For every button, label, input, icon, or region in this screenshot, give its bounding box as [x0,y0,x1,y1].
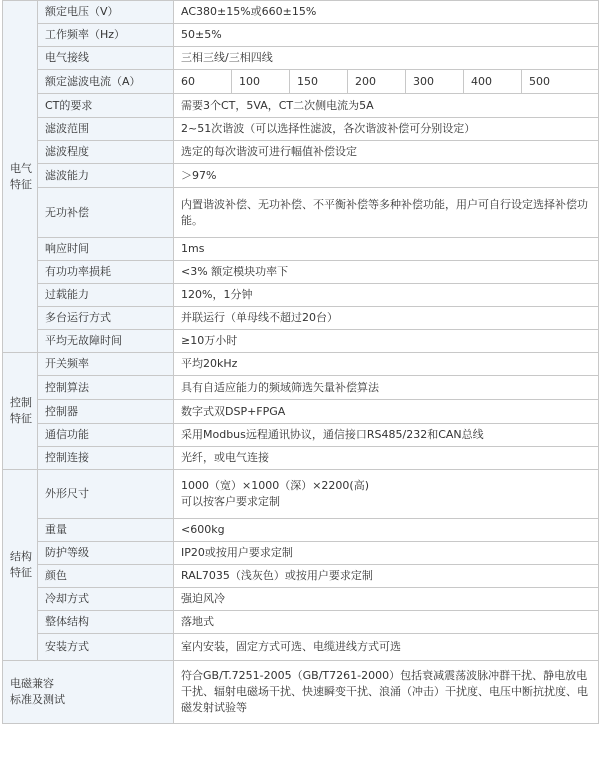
table-row [3,611,599,634]
table-row [3,400,599,424]
row-label: 电气接线 [38,47,174,70]
current-cell: 200 [348,70,406,94]
row-value: ≥10万小时 [174,330,599,353]
row-label: 安装方式 [38,634,174,661]
row-label: 开关频率 [38,353,174,376]
row-value: 符合GB/T.7251-2005（GB/T7261-2000）包括衰减震荡波脉冲群干扰、静电放电干扰、辐射电磁场干扰、快速瞬变干扰、浪涌（冲击）干扰度、电压中断抗扰度、电磁发射试验等 [174,661,599,724]
table-row [3,634,599,661]
table-row [3,1,599,24]
table-row [3,284,599,307]
table-row [3,188,599,238]
row-value: 1ms [174,238,599,261]
row-value: 光纤，或电气连接 [174,447,599,470]
table-row [3,164,599,188]
row-label: 防护等级 [38,542,174,565]
row-value: 室内安装，固定方式可选、电缆进线方式可选 [174,634,599,661]
table-row [3,141,599,164]
table-row [3,447,599,470]
table-row [3,542,599,565]
row-value: 50±5% [174,24,599,47]
table-row [3,70,599,94]
table-row [3,565,599,588]
current-cell: 400 [464,70,522,94]
row-label: 额定滤波电流（A） [38,70,174,94]
current-cell: 100 [232,70,290,94]
category-emc: 电磁兼容 标准及测试 [3,661,174,724]
table-row [3,330,599,353]
row-value: <600kg [174,519,599,542]
current-cell: 500 [522,70,599,94]
row-label: 额定电压（V） [38,1,174,24]
row-value: 采用Modbus远程通讯协议，通信接口RS485/232和CAN总线 [174,424,599,447]
row-value: 需要3个CT，5VA，CT二次侧电流为5A [174,94,599,118]
row-label: 控制器 [38,400,174,424]
row-value: 平均20kHz [174,353,599,376]
row-label: 控制连接 [38,447,174,470]
table-row [3,353,599,376]
row-value: 具有自适应能力的频域筛选矢量补偿算法 [174,376,599,400]
table-row [3,47,599,70]
table-row [3,118,599,141]
current-cell: 150 [290,70,348,94]
row-value: RAL7035（浅灰色）或按用户要求定制 [174,565,599,588]
row-label: 重量 [38,519,174,542]
row-label: 整体结构 [38,611,174,634]
row-label: 滤波程度 [38,141,174,164]
row-label: 外形尺寸 [38,470,174,519]
current-cell: 60 [174,70,232,94]
row-value: 强迫风冷 [174,588,599,611]
row-label: 颜色 [38,565,174,588]
table-row [3,424,599,447]
table-row [3,94,599,118]
row-value: 选定的每次谐波可进行幅值补偿设定 [174,141,599,164]
row-value: 数字式双DSP+FPGA [174,400,599,424]
row-value: 三相三线/三相四线 [174,47,599,70]
row-value: <3% 额定模块功率下 [174,261,599,284]
row-value: 2~51次谐波（可以选择性滤波，各次谐波补偿可分别设定） [174,118,599,141]
row-label: 工作频率（Hz） [38,24,174,47]
table-row [3,588,599,611]
category-electrical: 电气 特征 [3,1,38,353]
row-label: 有功功率损耗 [38,261,174,284]
table-row [3,261,599,284]
row-value: 1000（宽）×1000（深）×2200(高) 可以按客户要求定制 [174,470,599,519]
row-label: 平均无故障时间 [38,330,174,353]
table-row [3,307,599,330]
row-value: 落地式 [174,611,599,634]
row-value: AC380±15%或660±15% [174,1,599,24]
row-value: IP20或按用户要求定制 [174,542,599,565]
table-row [3,470,599,519]
row-label: CT的要求 [38,94,174,118]
row-label: 冷却方式 [38,588,174,611]
table-row [3,24,599,47]
row-label: 滤波范围 [38,118,174,141]
row-label: 滤波能力 [38,164,174,188]
row-label: 过载能力 [38,284,174,307]
spec-table [2,0,599,724]
row-label: 多台运行方式 [38,307,174,330]
current-cell: 300 [406,70,464,94]
table-row [3,519,599,542]
row-value: 120%，1分钟 [174,284,599,307]
row-label: 无功补偿 [38,188,174,238]
row-label: 通信功能 [38,424,174,447]
category-control: 控制 特征 [3,353,38,470]
row-label: 响应时间 [38,238,174,261]
category-structure: 结构 特征 [3,470,38,661]
row-value: 并联运行（单母线不超过20台） [174,307,599,330]
row-value: 内置谐波补偿、无功补偿、不平衡补偿等多种补偿功能，用户可自行设定选择补偿功能。 [174,188,599,238]
table-row [3,238,599,261]
table-row [3,376,599,400]
row-label: 控制算法 [38,376,174,400]
table-row [3,661,599,724]
row-value: ＞97% [174,164,599,188]
